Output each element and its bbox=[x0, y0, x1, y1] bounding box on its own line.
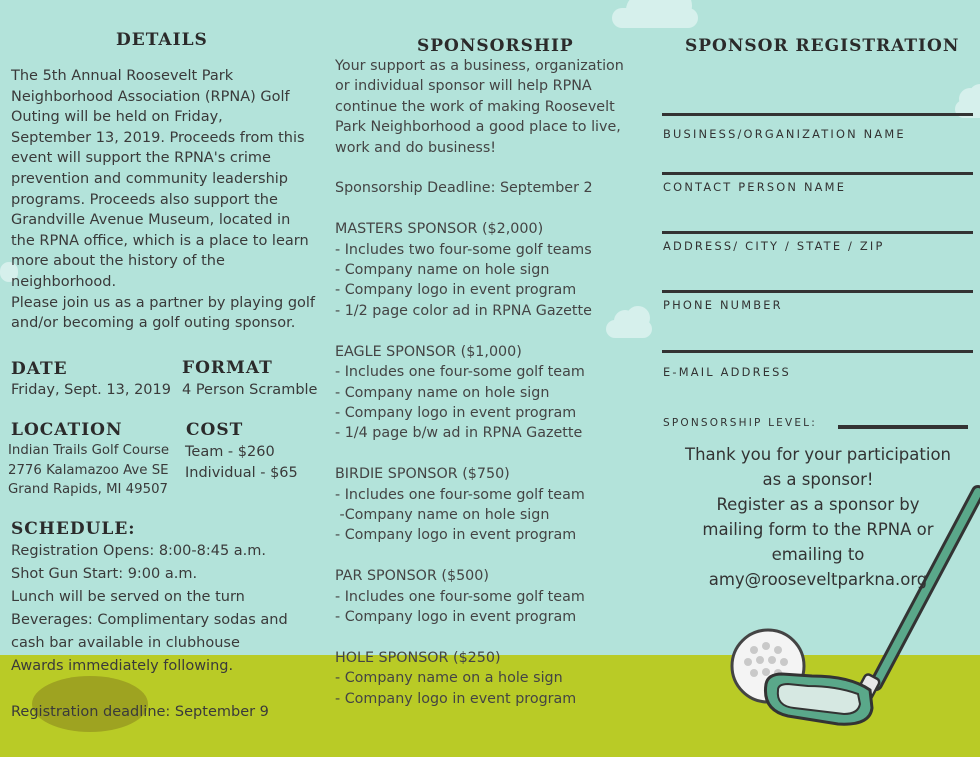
sponsor-level-title: PAR SPONSOR ($500) bbox=[335, 568, 489, 585]
sponsorship-intro-line: Your support as a business, organization bbox=[335, 58, 624, 74]
schedule-line: Shot Gun Start: 9:00 a.m. bbox=[11, 566, 198, 582]
location-line: 2776 Kalamazoo Ave SE bbox=[8, 462, 169, 478]
details-line: September 13, 2019. Proceeds from this bbox=[11, 129, 305, 146]
sponsor-benefit: - Company name on hole sign bbox=[335, 384, 550, 401]
sponsorship-deadline: Sponsorship Deadline: September 2 bbox=[335, 180, 593, 197]
sponsorship-level-label: SPONSORSHIP LEVEL: bbox=[663, 417, 817, 429]
sponsor-benefit: - Company name on hole sign bbox=[335, 262, 550, 279]
address-line[interactable] bbox=[662, 231, 973, 234]
thanks-line: mailing form to the RPNA or bbox=[702, 520, 934, 539]
location-heading: LOCATION bbox=[11, 420, 123, 440]
sponsor-benefit: - Includes one four-some golf team bbox=[335, 588, 585, 605]
sponsor-benefit: - Company logo in event program bbox=[335, 527, 577, 544]
details-line: event will support the RPNA's crime bbox=[11, 150, 271, 167]
sponsor-benefit: - Company logo in event program bbox=[335, 690, 577, 707]
phone-label: PHONE NUMBER bbox=[663, 298, 783, 312]
cost-line: Individual - $65 bbox=[185, 464, 298, 481]
sponsorship-content bbox=[335, 56, 624, 709]
cloud-icon bbox=[612, 8, 698, 28]
sponsor-level-title: MASTERS SPONSOR ($2,000) bbox=[335, 221, 544, 238]
address-label: ADDRESS/ CITY / STATE / ZIP bbox=[663, 239, 885, 253]
details-line: Grandville Avenue Museum, located in bbox=[11, 212, 291, 229]
sponsor-benefit: - Includes one four-some golf team bbox=[335, 486, 585, 503]
details-line: neighborhood. bbox=[11, 273, 117, 290]
sponsor-benefit: - Includes one four-some golf team bbox=[335, 364, 585, 381]
format-heading: FORMAT bbox=[182, 358, 273, 378]
schedule-line: cash bar available in clubhouse bbox=[11, 635, 240, 651]
sponsor-benefit: - Company logo in event program bbox=[335, 404, 577, 421]
thanks-line: Register as a sponsor by bbox=[716, 495, 920, 514]
details-line: prevention and community leadership bbox=[11, 170, 289, 187]
registration-heading: SPONSOR REGISTRATION bbox=[685, 36, 960, 56]
sponsor-benefit: - Includes two four-some golf teams bbox=[335, 241, 592, 258]
business-name-label: BUSINESS/ORGANIZATION NAME bbox=[663, 127, 906, 141]
contact-email-link[interactable]: amy@rooseveltparkna.org bbox=[708, 570, 928, 589]
date-value: Friday, Sept. 13, 2019 bbox=[11, 382, 171, 398]
sponsor-benefit: - Company logo in event program bbox=[335, 282, 577, 299]
sponsorship-level-line[interactable] bbox=[838, 425, 968, 429]
sponsor-level-title: EAGLE SPONSOR ($1,000) bbox=[335, 343, 522, 360]
date-heading: DATE bbox=[11, 359, 68, 379]
sponsor-benefit: - Company logo in event program bbox=[335, 608, 577, 625]
sponsor-benefit: - Company name on a hole sign bbox=[335, 670, 563, 687]
schedule-heading: SCHEDULE: bbox=[11, 519, 136, 539]
cost-line: Team - $260 bbox=[185, 444, 275, 460]
details-line: more about the history of the bbox=[11, 253, 225, 270]
email-label: E-MAIL ADDRESS bbox=[663, 365, 791, 379]
location-line: Grand Rapids, MI 49507 bbox=[8, 482, 168, 497]
sponsorship-intro-line: continue the work of making Roosevelt bbox=[335, 98, 615, 115]
schedule-line: Awards immediately following. bbox=[11, 658, 234, 674]
sponsorship-intro-line: work and do business! bbox=[335, 139, 496, 156]
sponsor-benefit: -Company name on hole sign bbox=[335, 506, 550, 523]
details-heading: DETAILS bbox=[116, 30, 208, 50]
sponsorship-intro-line: Park Neighborhood a good place to live, bbox=[335, 119, 621, 136]
details-line: programs. Proceeds also support the bbox=[11, 191, 278, 208]
sponsor-level-title: BIRDIE SPONSOR ($750) bbox=[335, 466, 510, 483]
schedule-list bbox=[11, 540, 288, 678]
details-line: Outing will be held on Friday, bbox=[11, 109, 223, 126]
schedule-line: Lunch will be served on the turn bbox=[11, 589, 245, 605]
phone-line[interactable] bbox=[662, 290, 973, 293]
details-line: Please join us as a partner by playing golf bbox=[11, 294, 316, 311]
sponsor-level-title: HOLE SPONSOR ($250) bbox=[335, 649, 501, 666]
details-paragraph bbox=[11, 66, 331, 334]
details-line: Neighborhood Association (RPNA) Golf bbox=[11, 88, 290, 105]
sponsor-benefit: - 1/2 page color ad in RPNA Gazette bbox=[335, 302, 592, 319]
sponsorship-heading: SPONSORSHIP bbox=[417, 36, 574, 56]
location-line: Indian Trails Golf Course bbox=[8, 443, 170, 458]
location-address bbox=[8, 441, 169, 500]
business-name-line[interactable] bbox=[662, 113, 973, 116]
cost-heading: COST bbox=[186, 420, 244, 440]
thanks-line: Thank you for your participation bbox=[684, 445, 951, 464]
details-line: the RPNA office, which is a place to learn bbox=[11, 232, 309, 249]
contact-name-label: CONTACT PERSON NAME bbox=[663, 180, 847, 194]
schedule-line: Registration Opens: 8:00-8:45 a.m. bbox=[11, 543, 267, 559]
email-line[interactable] bbox=[662, 350, 973, 353]
sponsorship-intro-line: or individual sponsor will help RPNA bbox=[335, 78, 592, 95]
registration-deadline: Registration deadline: September 9 bbox=[11, 704, 269, 720]
schedule-line: Beverages: Complimentary sodas and bbox=[11, 612, 288, 628]
details-line: and/or becoming a golf outing sponsor. bbox=[11, 315, 296, 332]
thanks-line: emailing to bbox=[771, 545, 865, 564]
format-value: 4 Person Scramble bbox=[182, 382, 318, 398]
cost-values bbox=[185, 442, 298, 483]
contact-name-line[interactable] bbox=[662, 172, 973, 175]
details-line: The 5th Annual Roosevelt Park bbox=[11, 68, 234, 84]
sponsor-benefit: - 1/4 page b/w ad in RPNA Gazette bbox=[335, 425, 583, 442]
thank-you-message bbox=[662, 442, 974, 592]
thanks-line: as a sponsor! bbox=[762, 470, 874, 489]
